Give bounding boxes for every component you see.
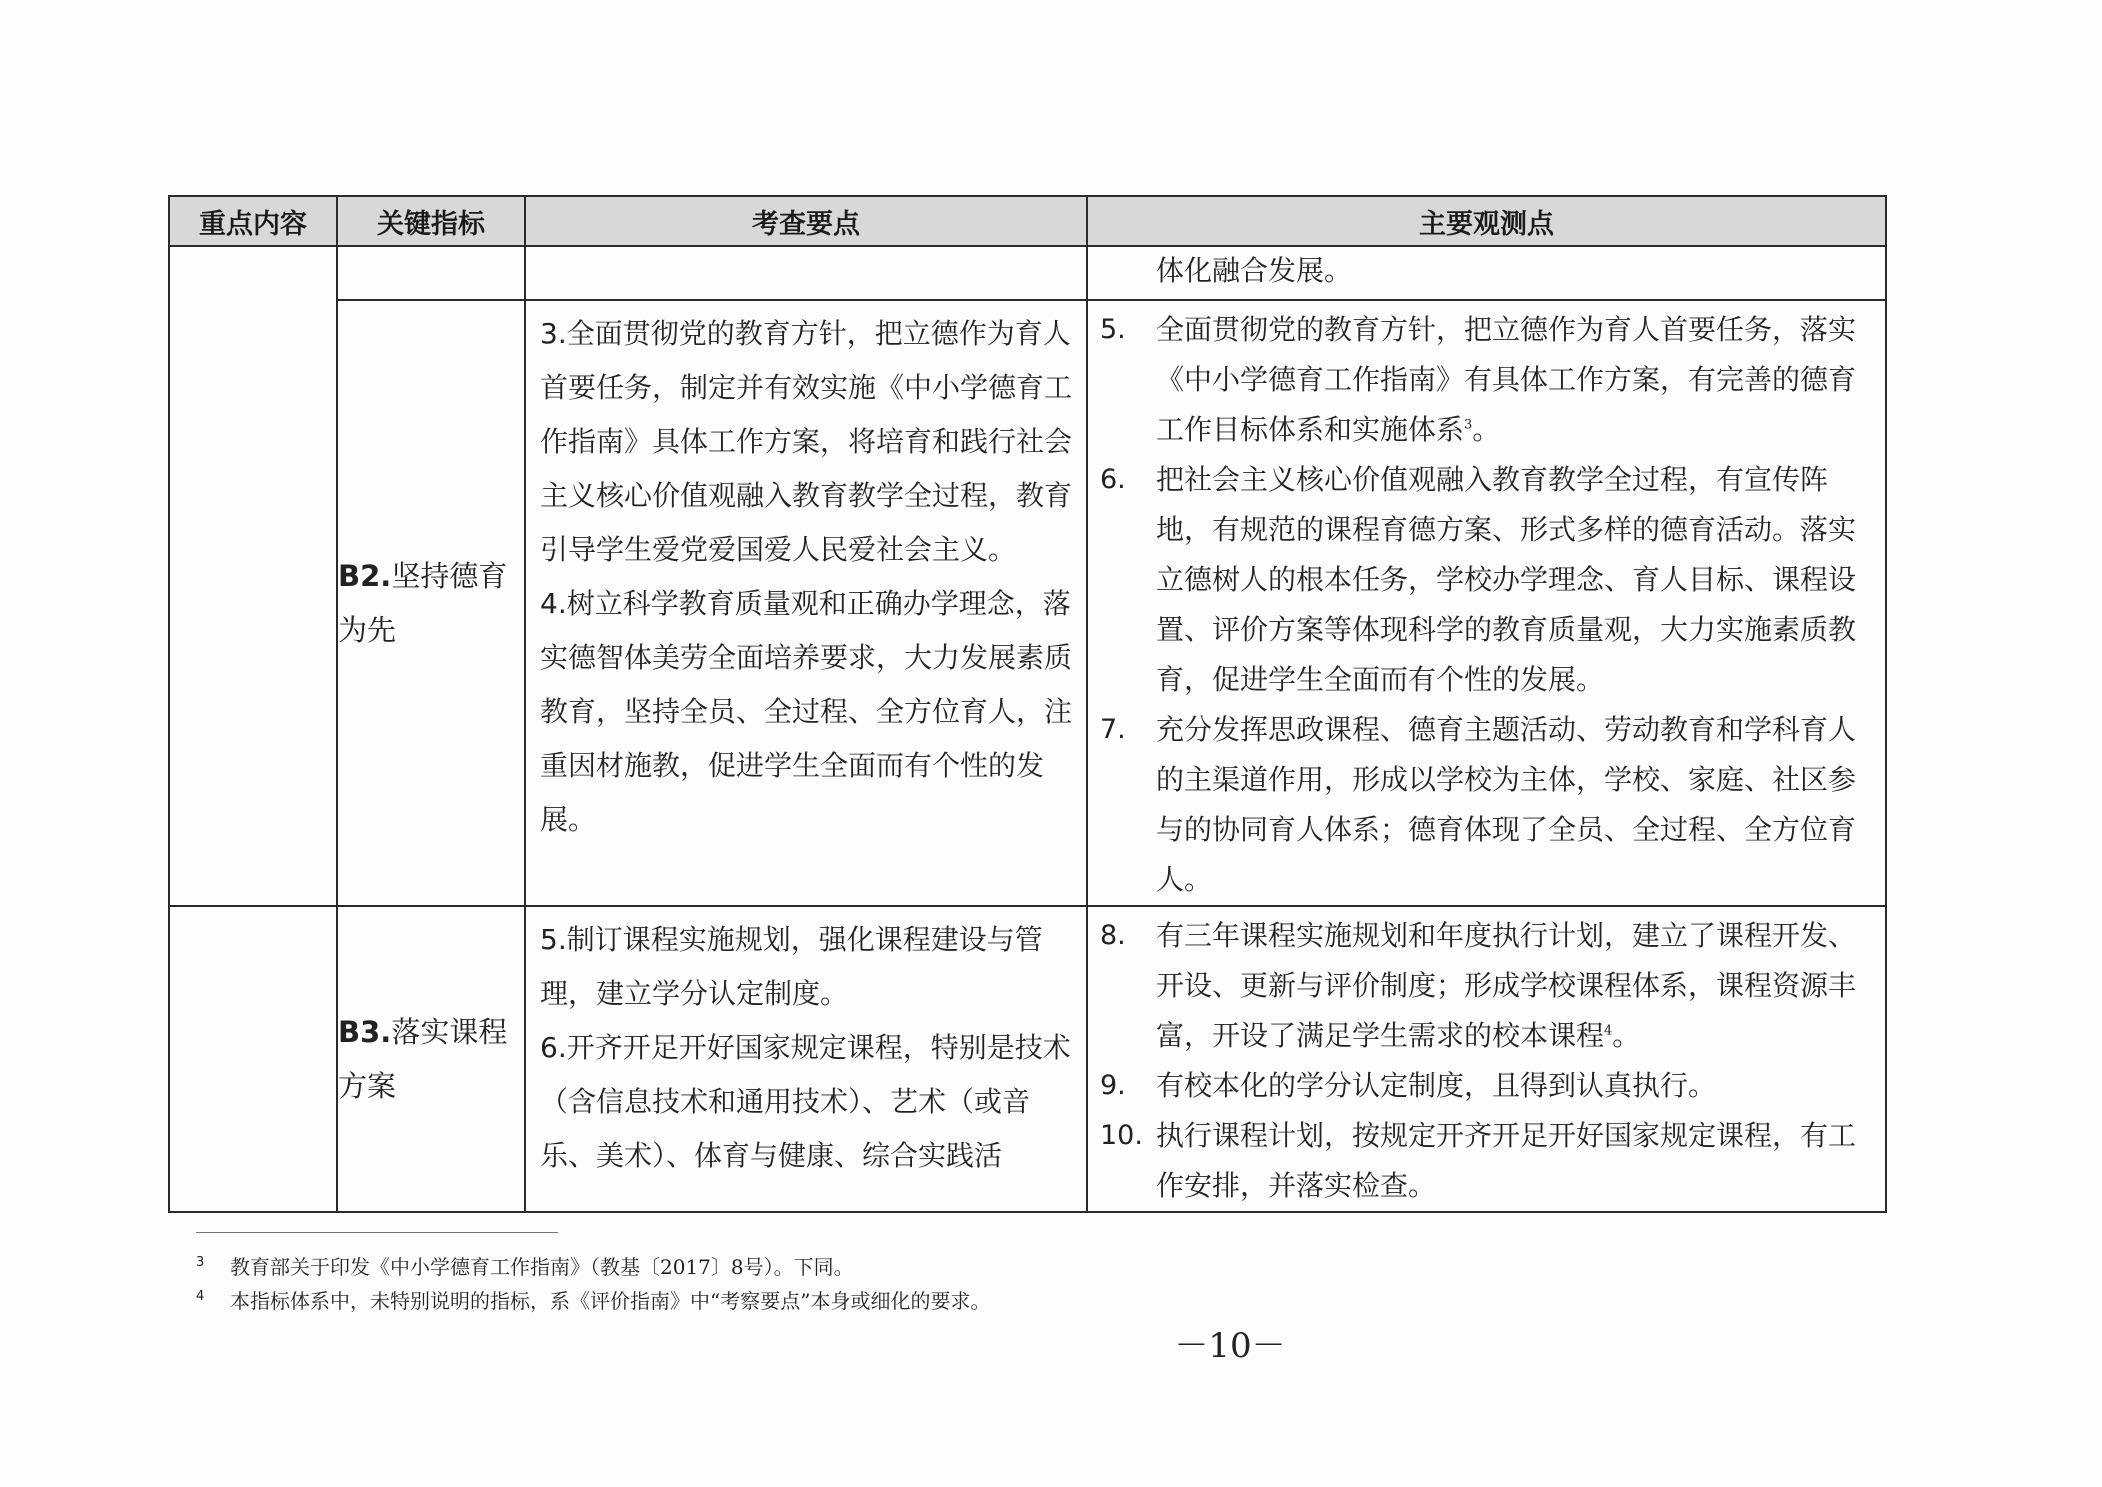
observation-item: 7. 充分发挥思政课程、德育主题活动、劳动教育和学科育人的主渠道作用，形成以学校为主体，学校、家庭、社区参与的协同育人体系；德育体现了全员、全过程、全方位育人。 bbox=[1100, 713, 1857, 896]
continuation-text: 体化融合发展。 bbox=[1156, 254, 1353, 287]
indicator-label: 坚持德育为先 bbox=[338, 559, 508, 647]
table-row bbox=[169, 300, 1886, 906]
footnote: 3 教育部关于印发《中小学德育工作指南》（教基〔2017〕8号）。下同。 bbox=[196, 1255, 854, 1279]
observations-cell-b2 bbox=[1087, 300, 1886, 906]
page-number: －10－ bbox=[1174, 1326, 1286, 1366]
evaluation-table bbox=[168, 195, 1887, 1213]
observation-item: 10. 执行课程计划，按规定开齐开足开好国家规定课程，有工作安排，并落实检查。 bbox=[1100, 1119, 1857, 1202]
footnote: 4 本指标体系中，未特别说明的指标，系《评价指南》中“考察要点”本身或细化的要求。 bbox=[196, 1289, 991, 1313]
keypoints-cell-b3 bbox=[525, 906, 1087, 1212]
key-point: 4.树立科学教育质量观和正确办学理念，落实德智体美劳全面培养要求，大力发展素质教育，坚持全员、全过程、全方位育人，注重因材施教，促进学生全面而有个性的发展。 bbox=[540, 587, 1073, 836]
observation-item: 8. 有三年课程实施规划和年度执行计划，建立了课程开发、开设、更新与评价制度；形成学校课程体系，课程资源丰富，开设了满足学生需求的校本课程$^4$。 bbox=[1100, 919, 1857, 1052]
key-point: 5.制订课程实施规划，强化课程建设与管理，建立学分认定制度。 bbox=[540, 923, 1043, 1010]
footnote-ref: 4 bbox=[1604, 1023, 1613, 1039]
key-point: 6.开齐开足开好国家规定课程，特别是技术（含信息技术和通用技术）、艺术（或音乐、美术）、体育与健康、综合实践活 bbox=[540, 1031, 1071, 1172]
continuation-keypoint-cell bbox=[525, 246, 1087, 300]
header-focus-content: 重点内容 bbox=[169, 196, 337, 246]
indicator-cell-b2 bbox=[337, 300, 525, 906]
footnote-ref: 3 bbox=[1464, 417, 1473, 433]
indicator-code: B2. bbox=[338, 559, 392, 593]
observation-item: 9. 有校本化的学分认定制度，且得到认真执行。 bbox=[1100, 1069, 1717, 1102]
indicator-cell-b3 bbox=[337, 906, 525, 1212]
keypoints-cell-b2 bbox=[525, 300, 1087, 906]
table-row bbox=[169, 906, 1886, 1212]
observation-item: 6. 把社会主义核心价值观融入教育教学全过程，有宣传阵地，有规范的课程育德方案、形式多样的德育活动。落实立德树人的根本任务，学校办学理念、育人目标、课程设置、评价方案等体现科学的教育质量观，大力实施素质教育，促进学生全面而有个性的发展。 bbox=[1100, 463, 1857, 696]
continuation-observation-cell bbox=[1087, 246, 1886, 300]
continuation-indicator-cell bbox=[337, 246, 525, 300]
header-observation-points: 主要观测点 bbox=[1087, 196, 1886, 246]
table-header-row bbox=[169, 196, 1886, 246]
observations-cell-b3 bbox=[1087, 906, 1886, 1212]
header-key-points: 考查要点 bbox=[525, 196, 1087, 246]
key-point: 3.全面贯彻党的教育方针，把立德作为育人首要任务，制定并有效实施《中小学德育工作指南》具体工作方案，将培育和践行社会主义核心价值观融入教育教学全过程，教育引导学生爱党爱国爱人民爱社会主义。 bbox=[540, 317, 1073, 566]
header-key-indicator: 关键指标 bbox=[337, 196, 525, 246]
continuation-row bbox=[169, 246, 1886, 300]
indicator-code: B3. bbox=[338, 1015, 392, 1049]
focus-content-cell bbox=[169, 246, 337, 906]
footnotes bbox=[196, 1250, 1696, 1318]
observation-item: 5. 全面贯彻党的教育方针，把立德作为育人首要任务，落实《中小学德育工作指南》有具体工作方案，有完善的德育工作目标体系和实施体系$^3$。 bbox=[1100, 313, 1857, 446]
indicator-label: 落实课程方案 bbox=[338, 1015, 508, 1103]
focus-content-cell-2 bbox=[169, 906, 337, 1212]
footnote-divider bbox=[196, 1232, 558, 1233]
